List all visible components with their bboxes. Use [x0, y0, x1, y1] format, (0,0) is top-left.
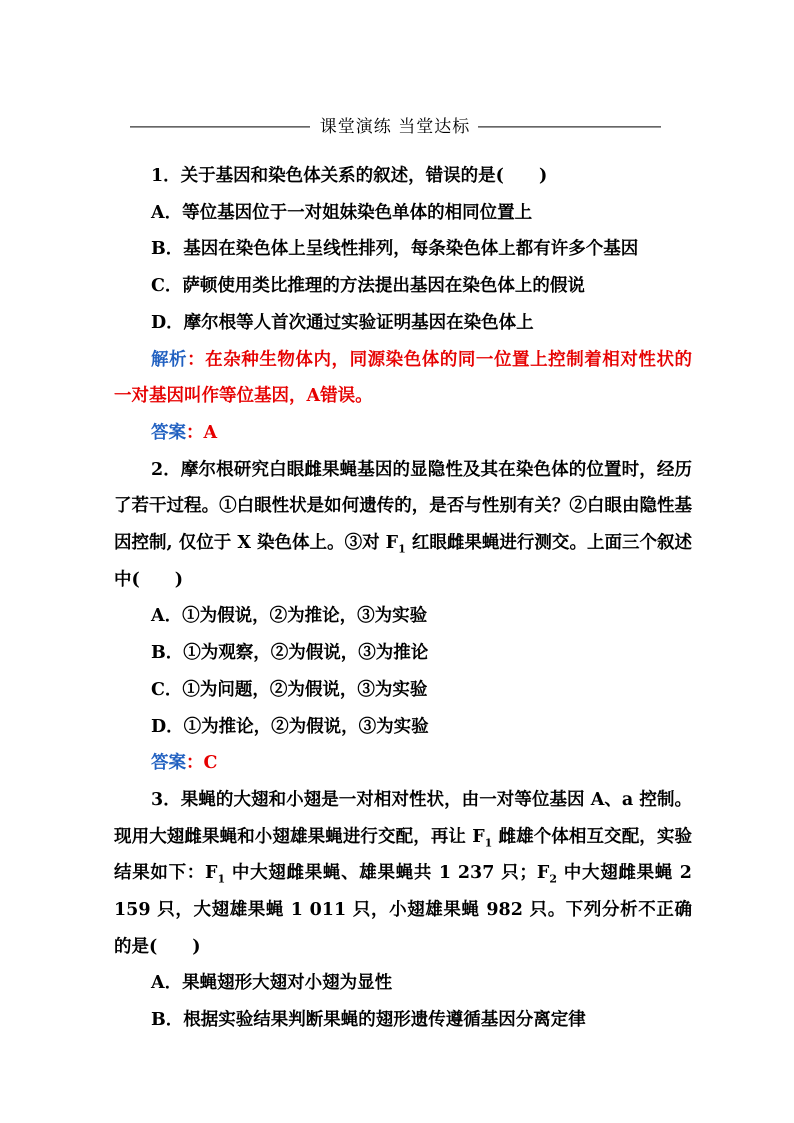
header-rule-left	[130, 126, 310, 128]
section-title: 课堂演练 当堂达标	[319, 117, 471, 137]
q1-option-b: B．基因在染色体上呈线性排列，每条染色体上都有许多个基因	[151, 239, 639, 260]
q1-option-d: D．摩尔根等人首次通过实验证明基因在染色体上	[151, 312, 534, 333]
q2-stem	[114, 452, 692, 599]
q2-option-d: D．①为推论，②为假说，③为实验	[151, 716, 429, 737]
q2-stem-text: 红眼雌果蝇进行测交。上面三个叙述中( )	[114, 533, 692, 590]
q3-stem-text: 中大翅雌果蝇、雄果蝇共 1 237 只；F	[225, 863, 550, 884]
header-rule-right	[478, 126, 661, 128]
q2-option-c: C．①为问题，②为假说，③为实验	[151, 679, 428, 700]
analysis-text: ：在杂种生物体内，同源染色体的同一位置上控制着相对性状的一对基因叫作等位基因，A错误。	[114, 349, 693, 407]
q1-option-c: C．萨顿使用类比推理的方法提出基因在染色体上的假说	[151, 276, 585, 297]
q1-stem: 1．关于基因和染色体关系的叙述，错误的是( )	[151, 166, 548, 186]
analysis-label: 解析	[151, 349, 188, 370]
answer-label: 答案	[151, 753, 186, 774]
q3-stem-text: 雌雄个体相互交配，实验结果如下：F	[114, 826, 693, 884]
q1-answer	[114, 415, 692, 452]
subscript: 1	[484, 836, 493, 850]
answer-label: 答案	[151, 422, 186, 443]
q2-stem-text: 2．摩尔根研究白眼雌果蝇基因的显隐性及其在染色体的位置时，经历了若干过程。①白眼性状是如何遗传的，是否与性别有关？②白眼由隐性基因控制, 仅位于 X 染色体上。③对 F	[114, 459, 692, 554]
subscript: 2	[549, 872, 557, 886]
q1-analysis	[114, 342, 692, 415]
section-header	[0, 114, 794, 140]
question-list	[114, 158, 692, 1039]
subscript: 1	[398, 542, 406, 556]
q3-option-a: A．果蝇翅形大翅对小翅为显性	[151, 973, 393, 994]
q1-option-a: A．等位基因位于一对姐妹染色单体的相同位置上	[151, 202, 533, 223]
q3-stem-text: 3．果蝇的大翅和小翅是一对相对性状，由一对等位基因 A、a 控制。现用大翅雌果蝇和小翅雄果蝇进行交配，再让 F	[114, 789, 692, 847]
subscript: 1	[217, 872, 226, 886]
q3-stem-text: 中大翅雌果蝇 2 159 只，大翅雄果蝇 1 011 只，小翅雄果蝇 982 只。下列分析不正确的是( )	[114, 863, 692, 957]
answer-value: ：C	[186, 753, 218, 774]
q2-option-b: B．①为观察，②为假说，③为推论	[151, 643, 429, 664]
q3-stem	[114, 782, 692, 966]
q2-answer	[114, 745, 692, 782]
q2-option-a: A．①为假说，②为推论，③为实验	[151, 606, 428, 627]
answer-value: ：A	[186, 422, 218, 443]
q3-option-b: B．根据实验结果判断果蝇的翅形遗传遵循基因分离定律	[151, 1010, 586, 1031]
